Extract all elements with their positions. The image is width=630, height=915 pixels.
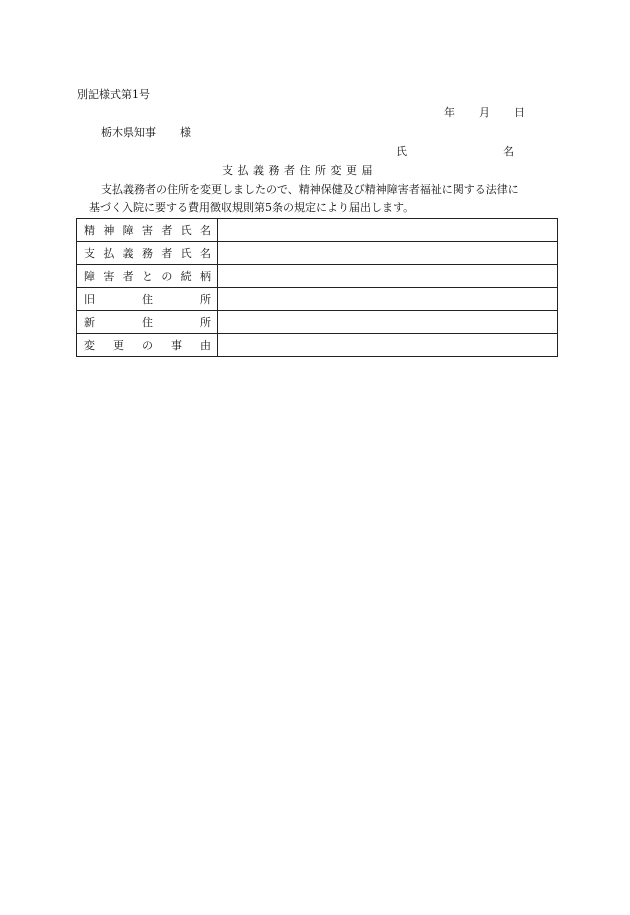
row-label-char: 務 bbox=[141, 247, 153, 260]
table-row bbox=[77, 265, 558, 288]
table-row bbox=[77, 219, 558, 242]
form-number: 別記様式第1号 bbox=[77, 88, 150, 101]
row-value-field[interactable] bbox=[218, 288, 558, 311]
body-text-line-1: 支払義務者の住所を変更しましたので、精神保健及び精神障害者福祉に関する法律に bbox=[101, 183, 519, 196]
table-row bbox=[77, 242, 558, 265]
row-label-char: 者 bbox=[122, 270, 134, 283]
addressee-honorific: 様 bbox=[180, 126, 191, 139]
document-title-char: 義 bbox=[253, 164, 269, 177]
row-label bbox=[77, 288, 218, 311]
row-label bbox=[77, 242, 218, 265]
addressee-name: 栃木県知事 bbox=[101, 126, 156, 139]
document-title-char: 務 bbox=[268, 164, 284, 177]
row-value-field[interactable] bbox=[218, 334, 558, 357]
row-label-char: の bbox=[161, 270, 173, 283]
document-title-char: 所 bbox=[315, 164, 331, 177]
row-label-char: 住 bbox=[142, 316, 153, 329]
document-title-char: 払 bbox=[237, 164, 253, 177]
row-value-field[interactable] bbox=[218, 242, 558, 265]
row-value-field[interactable] bbox=[218, 265, 558, 288]
date-day-label: 日 bbox=[514, 106, 525, 119]
row-label-char: 住 bbox=[142, 293, 153, 306]
row-label-char: 義 bbox=[122, 247, 134, 260]
row-value-field[interactable] bbox=[218, 219, 558, 242]
row-label-char: 精 bbox=[84, 224, 95, 237]
row-label-char: 支 bbox=[84, 247, 95, 260]
row-label-char: 氏 bbox=[180, 224, 192, 237]
body-text-line-2: 基づく入院に要する費用徴収規則第5条の規定により届出します。 bbox=[89, 201, 415, 214]
row-label-char: 障 bbox=[122, 224, 134, 237]
row-label-char: 新 bbox=[84, 316, 95, 329]
document-title-char: 支 bbox=[222, 164, 238, 177]
row-label-char: 払 bbox=[103, 247, 115, 260]
row-label-char: 由 bbox=[200, 339, 211, 352]
row-label-char: 者 bbox=[161, 224, 173, 237]
document-title-char: 更 bbox=[346, 164, 362, 177]
document-title-char: 者 bbox=[284, 164, 300, 177]
row-label-char: の bbox=[142, 339, 153, 352]
row-label-char: 害 bbox=[103, 270, 115, 283]
row-label-char: 更 bbox=[113, 339, 124, 352]
table-row bbox=[77, 334, 558, 357]
signature-given-label: 名 bbox=[503, 145, 514, 158]
row-label-char: と bbox=[141, 270, 153, 283]
row-label-char: 者 bbox=[161, 247, 173, 260]
addressee bbox=[101, 124, 191, 140]
document-title-char: 届 bbox=[361, 164, 377, 177]
row-label bbox=[77, 219, 218, 242]
row-label-char: 続 bbox=[180, 270, 192, 283]
row-label-char: 変 bbox=[84, 339, 95, 352]
date-line bbox=[444, 104, 525, 120]
date-year-label: 年 bbox=[444, 106, 455, 119]
row-label-char: 所 bbox=[200, 293, 211, 306]
row-label-char: 事 bbox=[171, 339, 182, 352]
document-title-char: 住 bbox=[299, 164, 315, 177]
row-label bbox=[77, 311, 218, 334]
row-label-char: 名 bbox=[199, 224, 211, 237]
document-title bbox=[222, 162, 377, 178]
row-label-char: 所 bbox=[200, 316, 211, 329]
signature-family-label: 氏 bbox=[396, 145, 407, 158]
row-label bbox=[77, 334, 218, 357]
row-label-char: 名 bbox=[199, 247, 211, 260]
table-row bbox=[77, 311, 558, 334]
row-label-char: 障 bbox=[84, 270, 95, 283]
table-row bbox=[77, 288, 558, 311]
signature-name-line bbox=[396, 143, 514, 159]
date-month-label: 月 bbox=[479, 106, 490, 119]
row-label-char: 氏 bbox=[180, 247, 192, 260]
row-label-char: 神 bbox=[103, 224, 115, 237]
row-label-char: 害 bbox=[141, 224, 153, 237]
row-label-char: 旧 bbox=[84, 293, 95, 306]
document-title-char: 変 bbox=[330, 164, 346, 177]
row-label-char: 柄 bbox=[199, 270, 211, 283]
row-value-field[interactable] bbox=[218, 311, 558, 334]
row-label bbox=[77, 265, 218, 288]
info-table bbox=[76, 218, 558, 357]
